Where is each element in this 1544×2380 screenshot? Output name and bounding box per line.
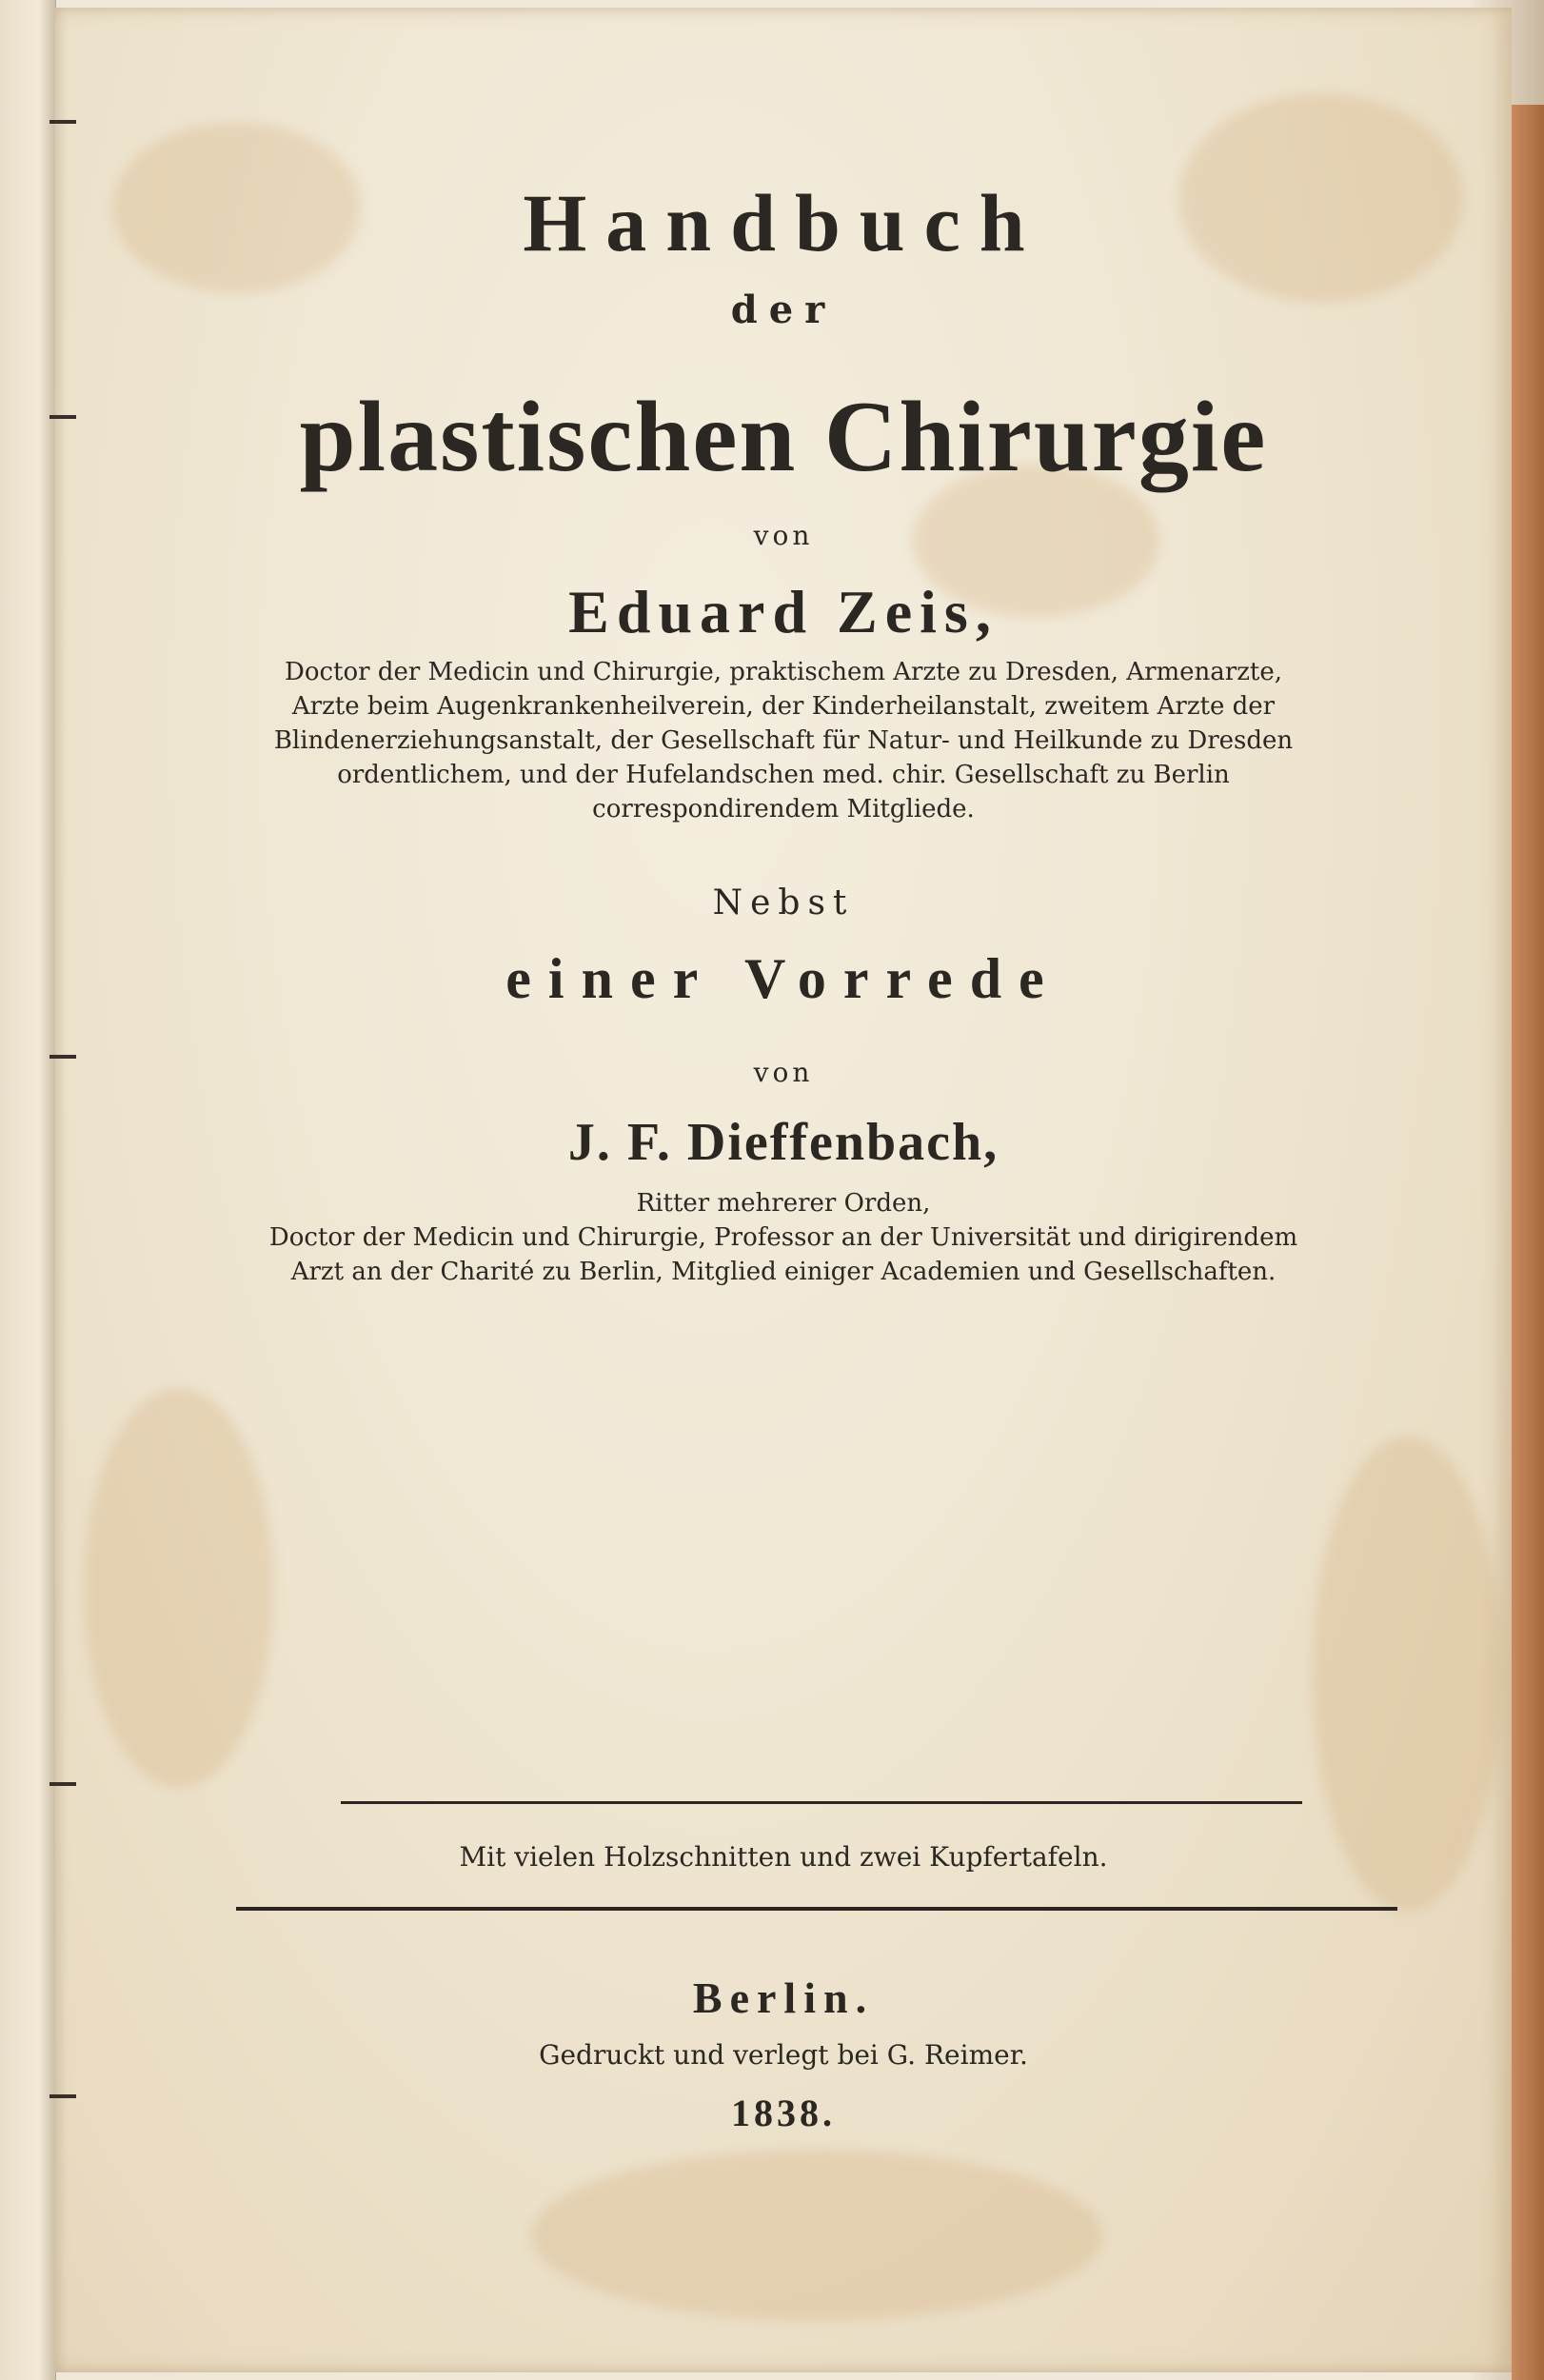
preface-author-credential-line: Arzt an der Charité zu Berlin, Mitglied einiger Academien und Gesellschaften. [290, 1258, 1277, 1286]
title-der: der [730, 288, 837, 332]
page-edge-mark [49, 120, 76, 124]
author-credential-line: Arzte beim Augenkrankenheilverein, der Kinderheilanstalt, zweitem Arzte der [291, 692, 1276, 721]
facing-page-edge [0, 0, 56, 2380]
author-credential-line: Doctor der Medicin und Chirurgie, praktischem Arzte zu Dresden, Armenarzte, [284, 658, 1283, 686]
page-edge-mark [49, 1055, 76, 1059]
page-edge-mark [49, 415, 76, 419]
preface-author-name: J. F. Dieffenbach, [567, 1113, 1000, 1172]
title-plastischen-chirurgie: plastischen Chirurgie [299, 381, 1268, 492]
publication-place: Berlin. [692, 1973, 875, 2022]
by-label-2: von [753, 1057, 814, 1088]
preface-author-credential-line: Ritter mehrerer Orden, [636, 1189, 931, 1218]
author-credential-line: ordentlichem, und der Hufelandschen med. chir. Gesellschaft zu Berlin [337, 761, 1230, 789]
divider-rule [341, 1801, 1302, 1804]
preface-heading: einer Vorrede [505, 947, 1061, 1010]
book-cover-edge [1512, 105, 1544, 2380]
author-credential-line: correspondirendem Mitgliede. [592, 795, 975, 823]
foxing-stain [531, 2150, 1102, 2321]
divider-rule [236, 1907, 1397, 1911]
illustrations-note: Mit vielen Holzschnitten und zwei Kupfertafeln. [459, 1841, 1108, 1873]
page-edge-mark [49, 2094, 76, 2098]
printer-line: Gedruckt und verlegt bei G. Reimer. [539, 2039, 1028, 2071]
by-label: von [753, 520, 814, 551]
title-page [55, 8, 1512, 2372]
preface-author-credential-line: Doctor der Medicin und Chirurgie, Professor an der Universität und dirigirendem [268, 1223, 1298, 1252]
foxing-stain [1312, 1436, 1502, 1912]
title-handbuch: Handbuch [523, 177, 1044, 268]
nebst-label: Nebst [712, 883, 855, 922]
author-credential-line: Blindenerziehungsanstalt, der Gesellschaft für Natur- und Heilkunde zu Dresden [273, 726, 1294, 755]
publication-year: 1838. [731, 2092, 836, 2134]
foxing-stain [84, 1388, 274, 1788]
page-edge-mark [49, 1782, 76, 1786]
author-name: Eduard Zeis, [568, 578, 999, 645]
